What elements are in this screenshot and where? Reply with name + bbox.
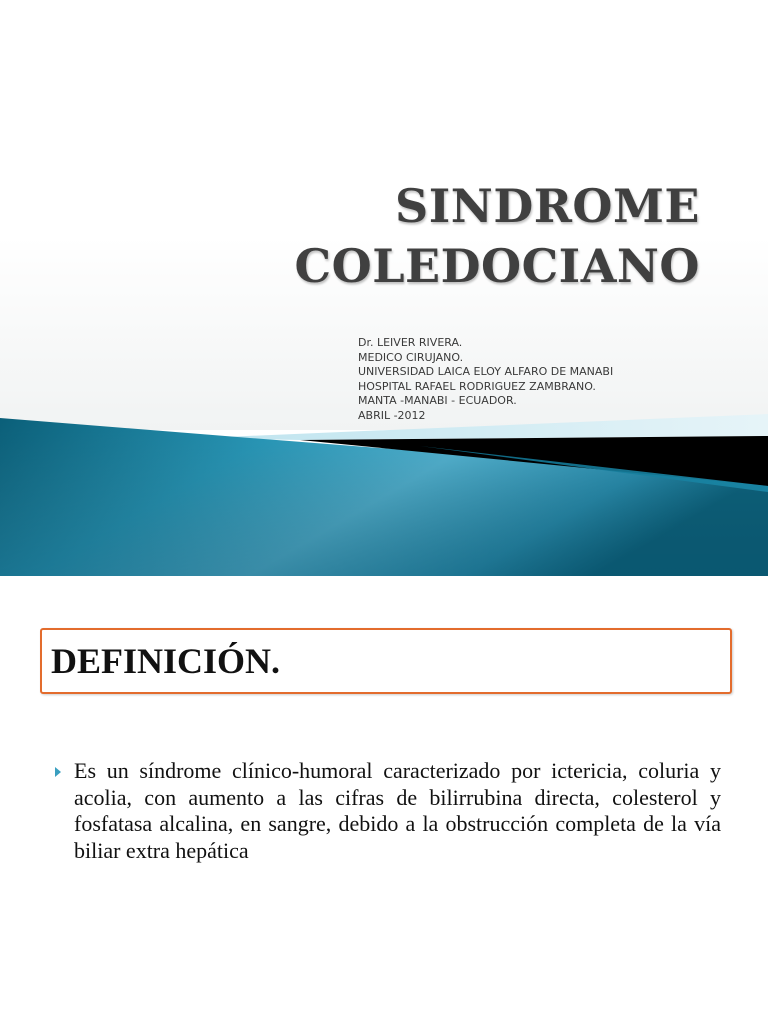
author-university: UNIVERSIDAD LAICA ELOY ALFARO DE MANABI [358, 365, 614, 379]
author-hospital: HOSPITAL RAFAEL RODRIGUEZ ZAMBRANO. [358, 379, 596, 393]
author-name: Dr. LEIVER RIVERA. [358, 336, 463, 349]
title-line: SINDROME [395, 179, 700, 233]
definition-slide [0, 576, 768, 1024]
title-line: COLEDOCIANO [294, 239, 700, 293]
author-profession: MEDICO CIRUJANO. [358, 350, 464, 364]
definition-text: Es un síndrome clínico-humoral caracterizado por ictericia, coluria y acolia, con aumento a las cifras de bilirrubina directa, colesterol y fosfatasa alcalina, en sangre, debido a la obstrucción completa de la vía biliar extra hepática [74, 758, 721, 863]
author-location: MANTA -MANABI - ECUADOR. [358, 394, 517, 408]
author-info [358, 336, 758, 424]
slide-title [0, 176, 700, 296]
presentation-date: ABRIL -2012 [358, 408, 426, 422]
triangle-bullet-icon [55, 767, 61, 777]
definition-heading: DEFINICIÓN. [51, 641, 281, 681]
heading-box [40, 628, 732, 694]
